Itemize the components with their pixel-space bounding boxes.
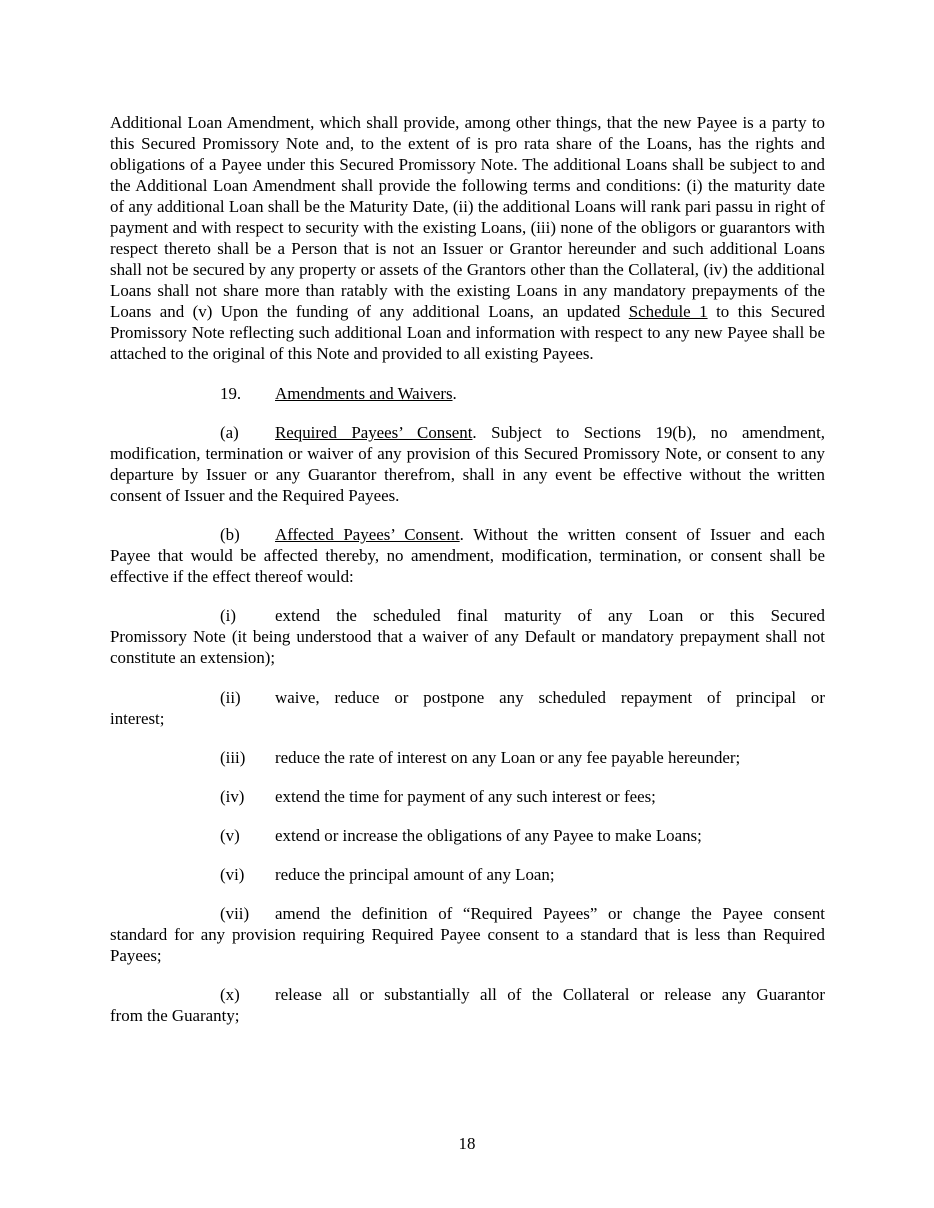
subsection-b: (b) Affected Payees’ Consent. Without the written consent of Issuer and each Payee that would be affected thereby, no amendment, modification, termination, or consent shall be effective if the effect thereof would: bbox=[110, 525, 826, 586]
page-number: 18 bbox=[458, 1134, 476, 1153]
section-19-heading: 19. Amendments and Waivers. bbox=[220, 384, 457, 403]
list-item: (i) extend the scheduled final maturity of any Loan or this Secured Promissory Note (it being understood that a waiver of any Default or mandatory prepayment shall not constitute an extension); bbox=[110, 606, 825, 667]
schedule-1-reference: Schedule 1 bbox=[628, 302, 708, 321]
list-item: (iii) reduce the rate of interest on any Loan or any fee payable hereunder; bbox=[220, 748, 741, 767]
list-item: (iv) extend the time for payment of any such interest or fees; bbox=[220, 787, 656, 806]
list-item: (x) release all or substantially all of the Collateral or release any Guarantor from the Guaranty; bbox=[110, 985, 825, 1025]
list-item: (v) extend or increase the obligations of any Payee to make Loans; bbox=[220, 826, 702, 845]
list-item: (vii) amend the definition of “Required Payees” or change the Payee consent standard for any provision requiring Required Payee consent to a standard that is less than Required Payees; bbox=[110, 904, 825, 965]
intro-paragraph: Additional Loan Amendment, which shall provide, among other things, that the new Payee is a party to this Secured Promissory Note and, to the extent of is pro rata share of the Loans, has the rights and obligations of a Payee under this Secured Promissory Note. The additional Loans shall be subject to and the Additional Loan Amendment shall provide the following terms and conditions: (i) the maturity date of any additional Loan shall be the Maturity Date, (ii) the additional Loans will rank pari passu in right of payment and with respect to security with the existing Loans, (iii) none of the obligors or guarantors with respect thereto shall be a Person that is not an Issuer or Grantor hereunder and such additional Loans shall not be secured by any property or assets of the Grantors other than the Collateral, (iv) the additional Loans shall not share more than ratably with the existing Loans in any mandatory prepayments of the Loans and (v) Upon the funding of any additional Loans, an updated Schedule 1 to this Secured Promissory Note reflecting such additional Loan and information with respect to any new Payee shall be attached to the original of this Note and provided to all existing Payees. bbox=[110, 113, 825, 363]
document-page bbox=[110, 112, 825, 1026]
list-item: (ii) waive, reduce or postpone any scheduled repayment of principal or interest; bbox=[110, 688, 825, 728]
subsection-a: (a) Required Payees’ Consent. Subject to Sections 19(b), no amendment, modification, termination or waiver of any provision of this Secured Promissory Note, or consent to any departure by Issuer or any Guarantor therefrom, shall in any event be effective without the written consent of Issuer and the Required Payees. bbox=[110, 423, 825, 505]
list-item: (vi) reduce the principal amount of any Loan; bbox=[220, 865, 555, 884]
